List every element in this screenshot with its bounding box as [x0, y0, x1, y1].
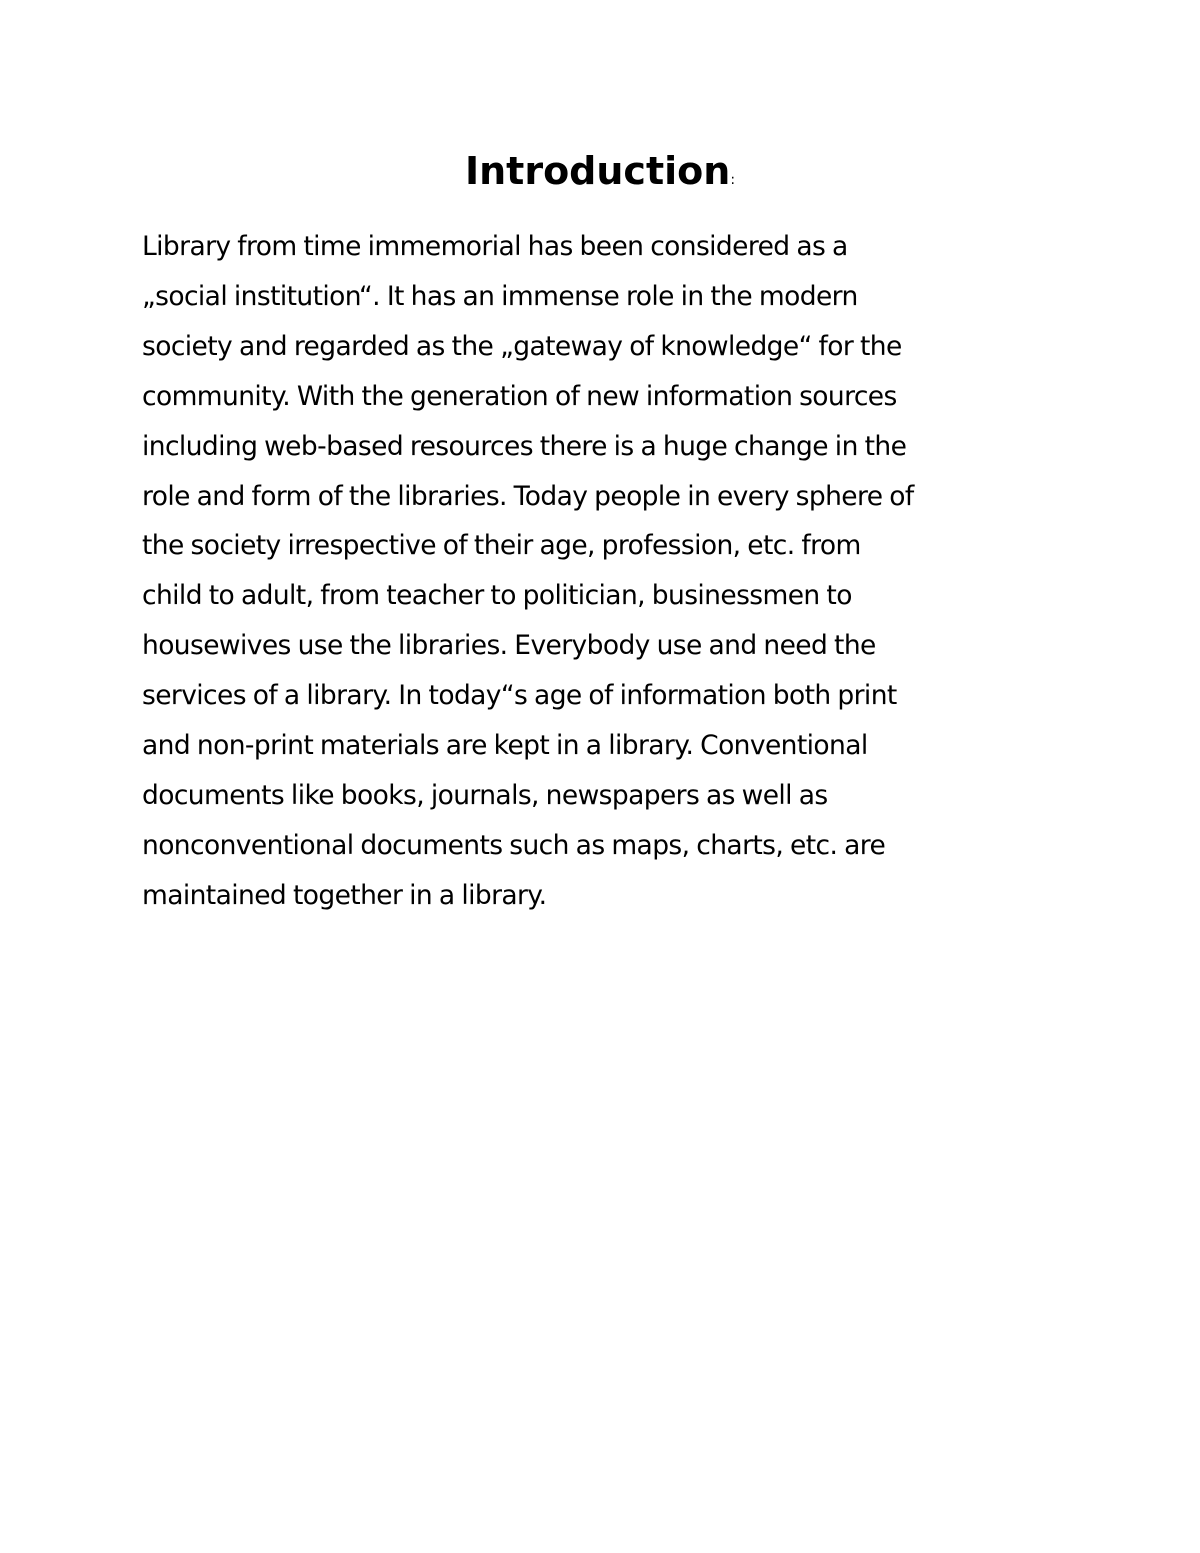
paragraph-line: and non-print materials are kept in a library. Conventional — [142, 730, 868, 762]
title-text: Introduction — [464, 149, 731, 193]
body-paragraph — [142, 222, 1082, 921]
paragraph-line: including web-based resources there is a huge change in the — [142, 430, 907, 462]
paragraph-line: Library from time immemorial has been considered as a — [142, 231, 848, 262]
title-suffix: : — [730, 172, 736, 188]
paragraph-line: documents like books, journals, newspapers as well as — [142, 779, 828, 811]
paragraph-line: maintained together in a library. — [142, 879, 547, 911]
paragraph-line: child to adult, from teacher to politician, businessmen to — [142, 580, 852, 612]
paragraph-line: services of a library. In today“s age of information both print — [142, 680, 897, 712]
paragraph-line: role and form of the libraries. Today people in every sphere of — [142, 480, 914, 512]
paragraph-line: community. With the generation of new information sources — [142, 380, 897, 412]
paragraph-line: „social institution“. It has an immense role in the modern — [142, 280, 858, 312]
page-title — [0, 145, 1200, 206]
paragraph-line: housewives use the libraries. Everybody use and need the — [142, 630, 876, 662]
paragraph-line: nonconventional documents such as maps, charts, etc. are — [142, 829, 886, 861]
paragraph-line: society and regarded as the „gateway of knowledge“ for the — [142, 330, 902, 362]
paragraph-line: the society irrespective of their age, profession, etc. from — [142, 530, 861, 562]
